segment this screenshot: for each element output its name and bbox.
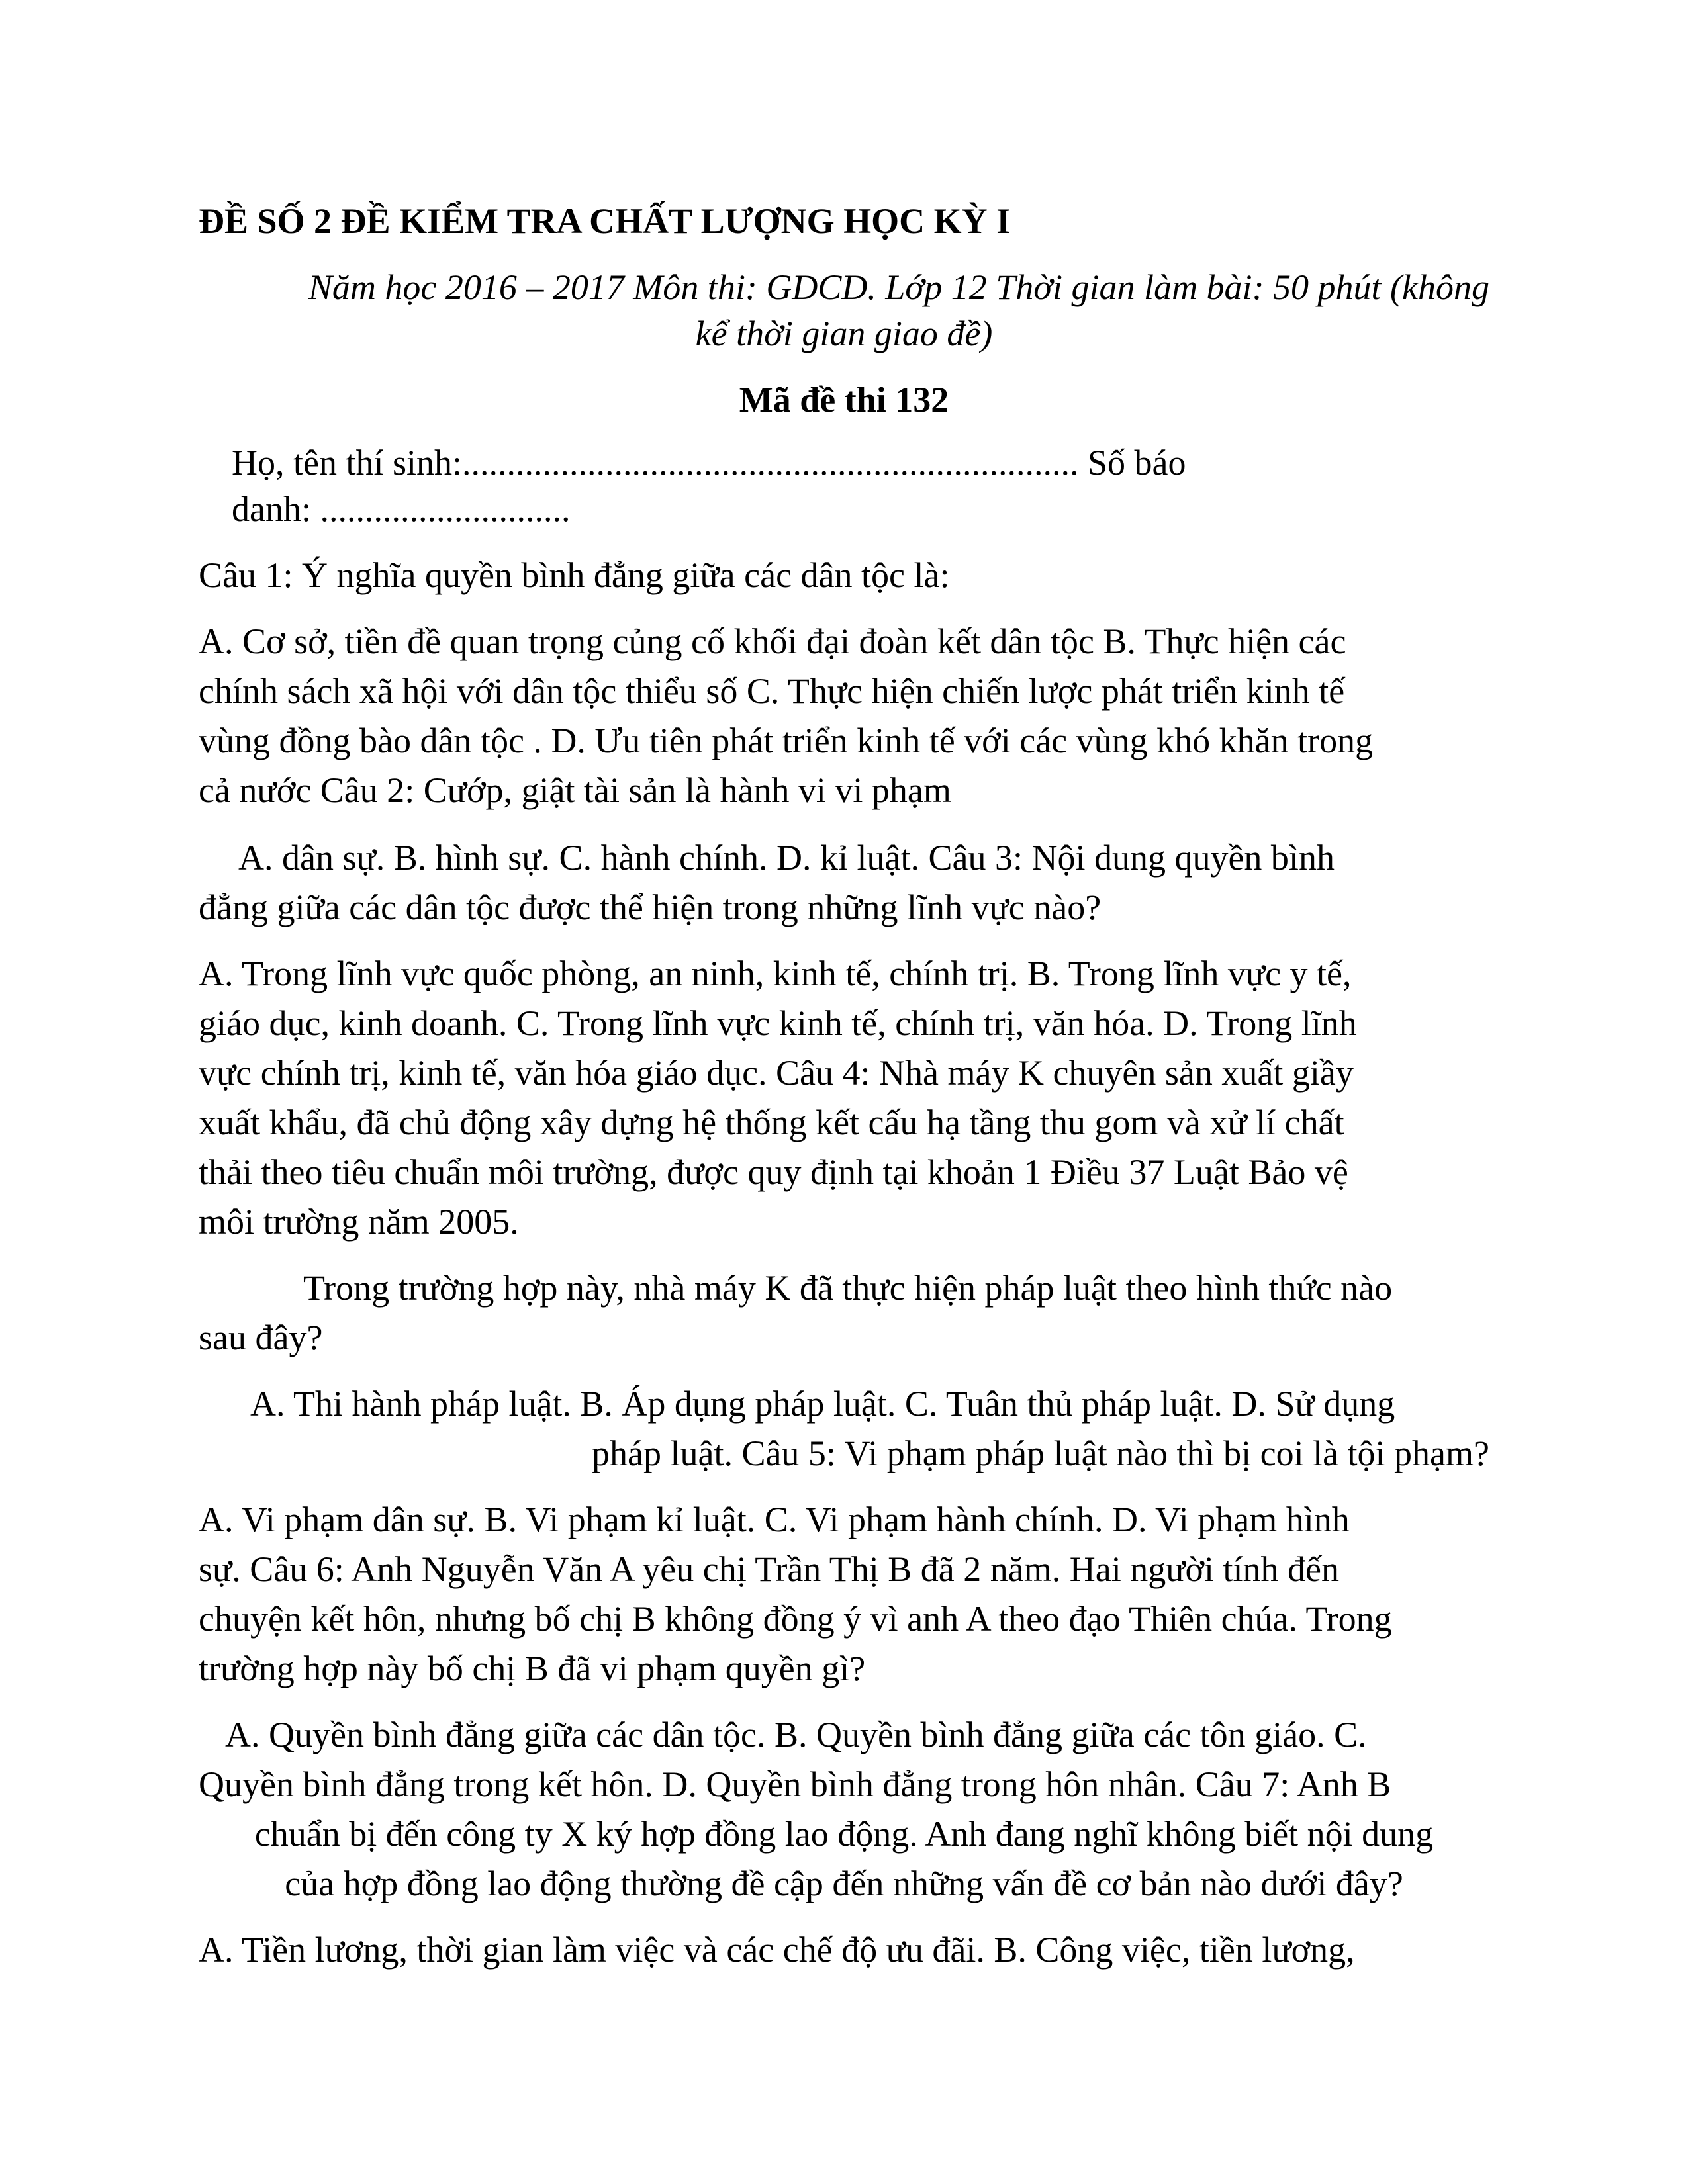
question-line: Câu 1: Ý nghĩa quyền bình đẳng giữa các dân tộc là:	[199, 555, 950, 595]
question-line: chính sách xã hội với dân tộc thiểu số C. Thực hiện chiến lược phát triển kinh tế	[199, 671, 1345, 711]
question-line: môi trường năm 2005.	[199, 1202, 519, 1242]
question-line: trường hợp này bố chị B đã vi phạm quyền gì?	[199, 1649, 866, 1688]
question-line: A. Vi phạm dân sự. B. Vi phạm kỉ luật. C. Vi phạm hành chính. D. Vi phạm hình	[199, 1500, 1350, 1539]
question-line: giáo dục, kinh doanh. C. Trong lĩnh vực kinh tế, chính trị, văn hóa. D. Trong lĩnh	[199, 1003, 1357, 1043]
question-line: của hợp đồng lao động thường đề cập đến những vấn đề cơ bản nào dưới đây?	[285, 1864, 1403, 1903]
question-line: chuyện kết hôn, nhưng bố chị B không đồng ý vì anh A theo đạo Thiên chúa. Trong	[199, 1599, 1392, 1639]
question-line: thải theo tiêu chuẩn môi trường, được quy định tại khoản 1 Điều 37 Luật Bảo vệ	[199, 1152, 1348, 1192]
question-line: A. dân sự. B. hình sự. C. hành chính. D. kỉ luật. Câu 3: Nội dung quyền bình	[238, 838, 1335, 878]
question-line: chuẩn bị đến công ty X ký hợp đồng lao động. Anh đang nghĩ không biết nội dung	[254, 1814, 1434, 1854]
question-line: Trong trường hợp này, nhà máy K đã thực hiện pháp luật theo hình thức nào	[303, 1268, 1393, 1308]
question-line: sau đây?	[199, 1318, 323, 1357]
question-line: vực chính trị, kinh tế, văn hóa giáo dục. Câu 4: Nhà máy K chuyên sản xuất giầy	[199, 1053, 1354, 1093]
question-line: đẳng giữa các dân tộc được thể hiện trong những lĩnh vực nào?	[199, 887, 1102, 927]
question-line: sự. Câu 6: Anh Nguyễn Văn A yêu chị Trần Thị B đã 2 năm. Hai người tính đến	[199, 1549, 1340, 1589]
student-name-line: Họ, tên thí sinh:..................................................................... Số báo	[232, 443, 1186, 482]
question-line: vùng đồng bào dân tộc . D. Ưu tiên phát triển kinh tế với các vùng khó khăn trong	[199, 721, 1374, 760]
question-line: A. Tiền lương, thời gian làm việc và các chế độ ưu đãi. B. Công việc, tiền lương,	[199, 1930, 1355, 1970]
exam-subtitle-line-2: kể thời gian giao đề)	[695, 314, 993, 353]
question-line: A. Cơ sở, tiền đề quan trọng củng cố khối đại đoàn kết dân tộc B. Thực hiện các	[199, 621, 1346, 661]
exam-title: ĐỀ SỐ 2 ĐỀ KIỂM TRA CHẤT LƯỢNG HỌC KỲ I	[199, 201, 1011, 241]
question-line: cả nước Câu 2: Cướp, giật tài sản là hành vi vi phạm	[199, 770, 951, 810]
question-line: pháp luật. Câu 5: Vi phạm pháp luật nào thì bị coi là tội phạm?	[592, 1433, 1489, 1473]
question-line: A. Thi hành pháp luật. B. Áp dụng pháp luật. C. Tuân thủ pháp luật. D. Sử dụng	[250, 1384, 1395, 1424]
question-line: A. Quyền bình đẳng giữa các dân tộc. B. Quyền bình đẳng giữa các tôn giáo. C.	[225, 1715, 1367, 1754]
question-line: xuất khẩu, đã chủ động xây dựng hệ thống kết cấu hạ tầng thu gom và xử lí chất	[199, 1103, 1344, 1142]
question-line: A. Trong lĩnh vực quốc phòng, an ninh, kinh tế, chính trị. B. Trong lĩnh vực y tế,	[199, 954, 1352, 993]
question-line: Quyền bình đẳng trong kết hôn. D. Quyền bình đẳng trong hôn nhân. Câu 7: Anh B	[199, 1764, 1391, 1804]
exam-subtitle-line-1: Năm học 2016 – 2017 Môn thi: GDCD. Lớp 12 Thời gian làm bài: 50 phút (không	[308, 267, 1489, 307]
exam-code: Mã đề thi 132	[739, 380, 949, 420]
student-id-line: danh: ............................	[232, 489, 571, 529]
